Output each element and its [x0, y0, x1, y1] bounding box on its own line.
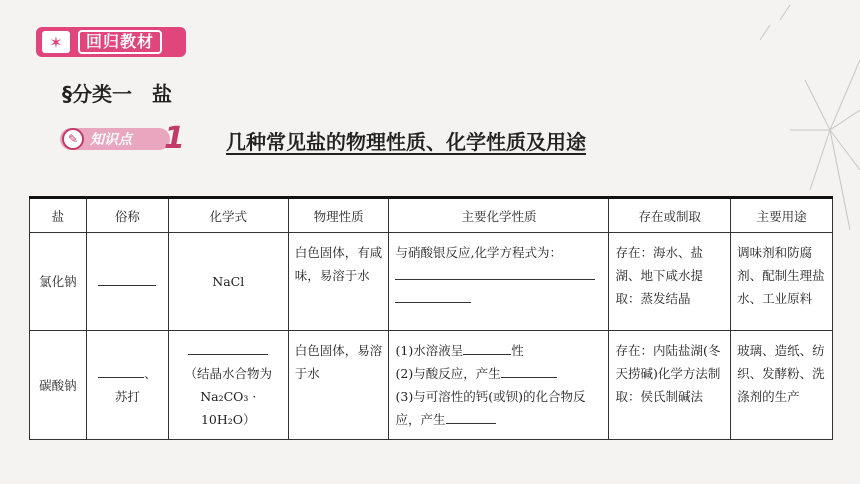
star-icon: ✶ — [42, 31, 70, 53]
chemical-property-cell — [389, 233, 609, 331]
table-row — [30, 233, 833, 331]
equation-answer-blank-2[interactable] — [395, 302, 471, 303]
knowledge-point-label: 知识点 — [90, 132, 132, 148]
uses-cell: 调味剂和防腐剂、配制生理盐水、工业原料 — [731, 233, 833, 331]
alias-cell — [86, 233, 168, 331]
formula-note: （结晶水合物为 — [184, 366, 273, 381]
physical-property-cell: 白色固体，易溶于水 — [288, 331, 389, 440]
alias-separator: 、 — [144, 366, 157, 381]
column-header: 存在或制取 — [609, 198, 731, 233]
pencil-icon: ✎ — [62, 128, 84, 150]
badge-label: 回归教材 — [78, 30, 162, 54]
equation-answer-blank[interactable] — [395, 279, 595, 280]
alias-answer-blank[interactable] — [98, 285, 156, 286]
column-header: 化学式 — [168, 198, 288, 233]
alias-answer-blank[interactable] — [98, 377, 144, 378]
acid-reaction-answer-blank[interactable] — [501, 377, 557, 378]
chemical-property-cell — [389, 331, 609, 440]
column-header: 物理性质 — [288, 198, 389, 233]
column-header: 主要化学性质 — [389, 198, 609, 233]
chemical-property-text: 与硝酸银反应,化学方程式为： — [395, 245, 562, 260]
chemical-property-text: (2)与酸反应，产生 — [395, 366, 501, 381]
knowledge-point-number: 1 — [164, 121, 185, 156]
physical-property-cell: 白色固体，有咸味，易溶于水 — [288, 233, 389, 331]
alias-cell — [86, 331, 168, 440]
section-title: §分类一 盐 — [62, 82, 172, 106]
column-header: 俗称 — [86, 198, 168, 233]
chemical-property-text: (3)与可溶性的钙(或钡)的化合物反应，产生 — [395, 389, 586, 427]
ph-answer-blank[interactable] — [463, 354, 511, 355]
uses-cell: 玻璃、造纸、纺织、发酵粉、洗涤剂的生产 — [731, 331, 833, 440]
column-header: 盐 — [30, 198, 87, 233]
existence-cell: 存在：内陆盐湖(冬天捞碱)化学方法制取：侯氏制碱法 — [609, 331, 731, 440]
salt-properties-table — [29, 196, 833, 440]
formula-answer-blank[interactable] — [188, 354, 268, 355]
formula-cell: NaCl — [168, 233, 288, 331]
knowledge-point-title: 几种常见盐的物理性质、化学性质及用途 — [226, 130, 586, 154]
salt-name-cell: 碳酸钠 — [30, 331, 87, 440]
alias-text: 苏打 — [114, 389, 140, 404]
chemical-property-text: 性 — [511, 343, 524, 358]
salt-name-cell: 氯化钠 — [30, 233, 87, 331]
precipitate-answer-blank[interactable] — [446, 423, 496, 424]
section-badge — [36, 27, 186, 57]
existence-cell: 存在：海水、盐湖、地下咸水提取：蒸发结晶 — [609, 233, 731, 331]
formula-hydrate: Na₂CO₃ · 10H₂O） — [200, 389, 257, 427]
knowledge-point-tag — [60, 121, 196, 156]
column-header: 主要用途 — [731, 198, 833, 233]
table-row — [30, 331, 833, 440]
table-header-row — [30, 198, 833, 233]
formula-cell — [168, 331, 288, 440]
chemical-property-text: (1)水溶液呈 — [395, 343, 464, 358]
